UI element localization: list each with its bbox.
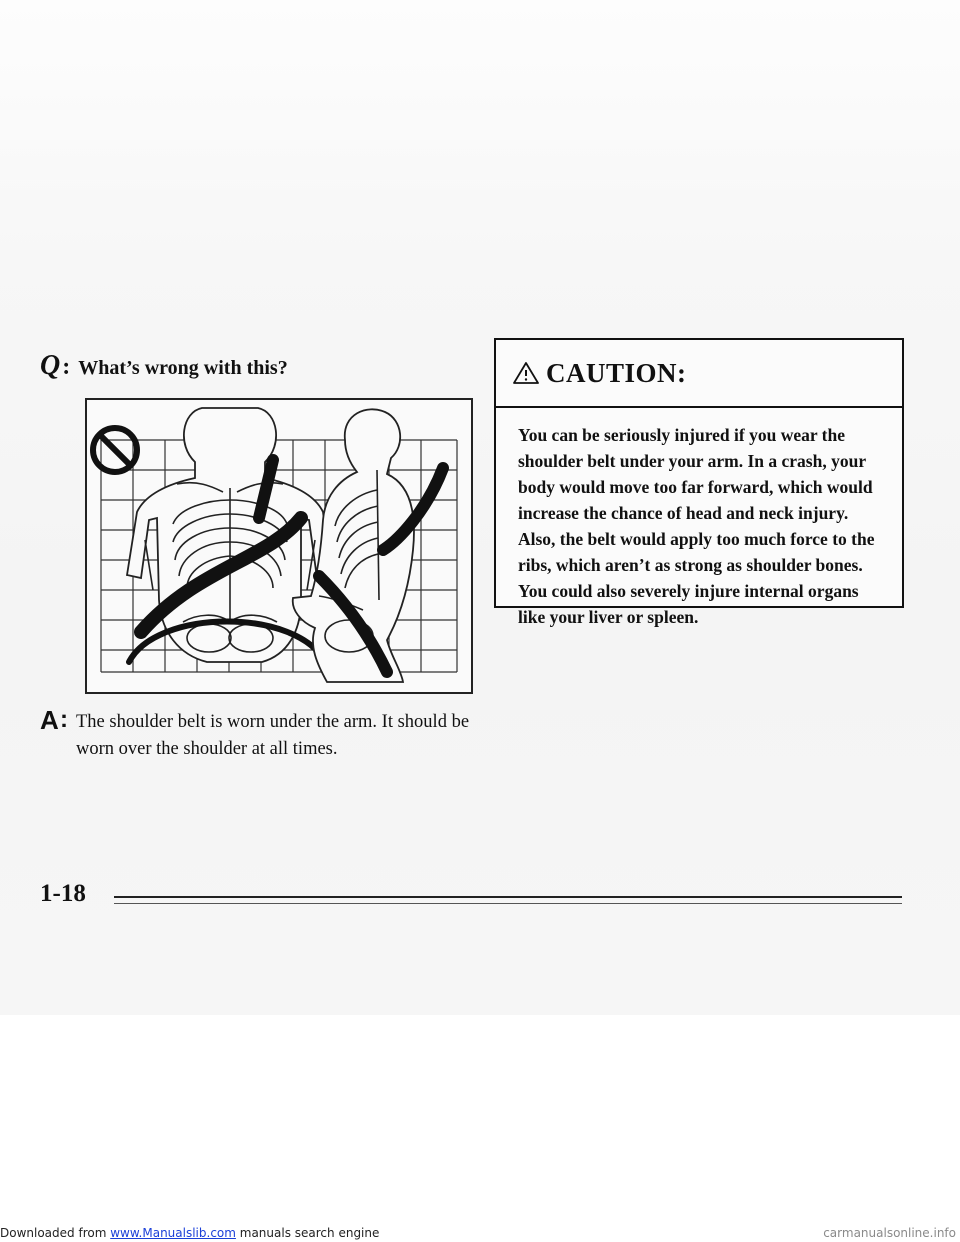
footer-suffix: manuals search engine [235,1226,380,1240]
answer-text: The shoulder belt is worn under the arm. It should be worn over the shoulder at all times. [76,712,470,759]
manualslib-link[interactable]: www.Manualslib.com [110,1226,236,1240]
skeleton-belt-drawing [87,400,471,692]
question-heading [40,350,288,382]
footer-prefix: Downloaded from [0,1226,111,1240]
page-number: 1-18 [40,880,86,907]
caution-box [494,338,904,627]
footer-source [0,1226,379,1240]
question-letter: Q [40,350,61,381]
answer-letter: A [40,705,59,735]
warning-triangle-icon [512,361,540,385]
caution-header [496,340,902,408]
caution-text: You can be seriously injured if you wear the shoulder belt under your arm. In a crash, your body would move too far forward, which would increase the chance of head and neck injury. Also, the belt would apply too much force to the ribs, which aren’t as strong as shoulder bones. You could also severely injure internal organs like your liver or spleen. [518,425,875,627]
question-text: What’s wrong with this? [78,357,288,379]
no-sign-icon [93,428,137,472]
download-footer [0,1226,960,1242]
watermark-text: carmanualsonline.info [823,1226,956,1240]
footer-rule [114,896,902,898]
footer-rule-thin [114,903,902,904]
caution-title: CAUTION: [546,357,687,388]
answer-colon: : [60,706,68,733]
seatbelt-illustration [85,398,473,694]
question-colon: : [62,354,71,380]
